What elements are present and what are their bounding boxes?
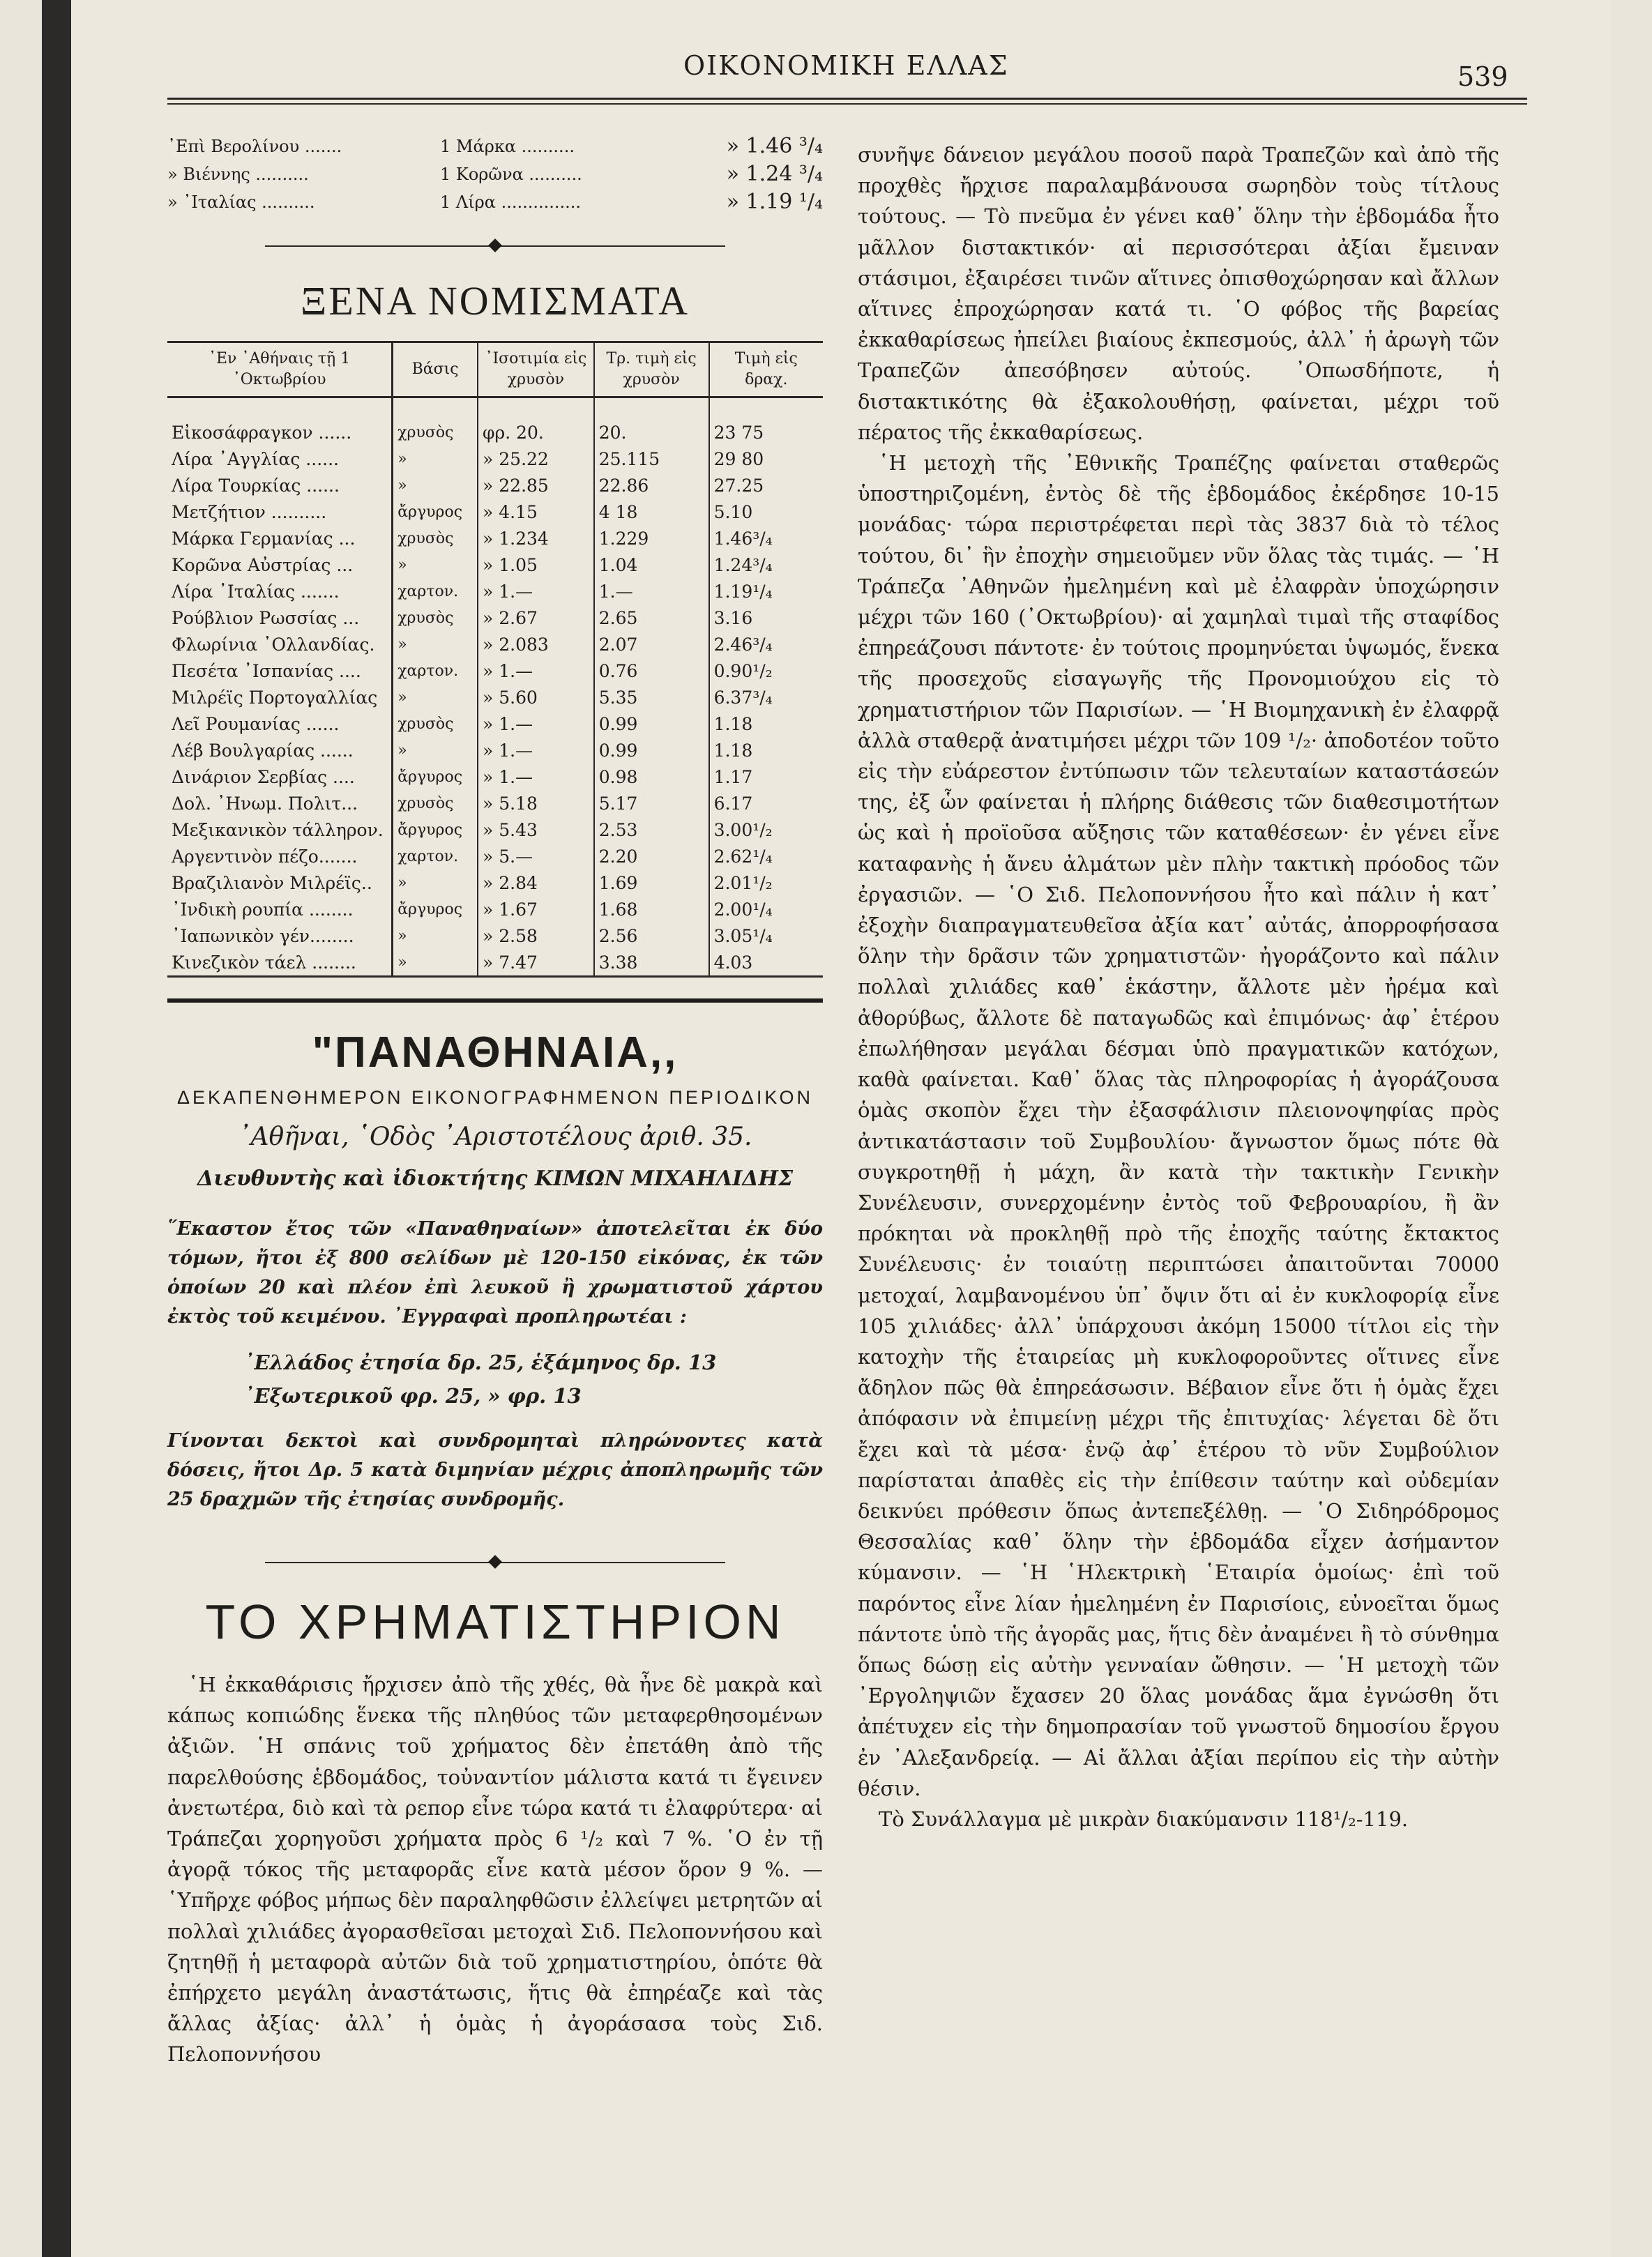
- coin-name: Δολ. ᾽Ηνωμ. Πολιτ...: [172, 793, 358, 814]
- coin-basis: χαρτον.: [393, 843, 478, 869]
- coin-bank-price: 2.53: [594, 816, 709, 843]
- coin-parity: » 25.22: [478, 446, 594, 472]
- coin-parity: » 2.58: [478, 922, 594, 949]
- coin-parity: » 2.84: [478, 869, 594, 896]
- coin-basis: ἄργυρος: [393, 499, 478, 525]
- coin-parity: » 1.—: [478, 578, 594, 605]
- coin-name: Δινάριον Σερβίας ....: [172, 766, 355, 787]
- coin-bank-price: 2.65: [594, 605, 709, 631]
- coin-bank-price: 20.: [594, 419, 709, 446]
- table-row: [167, 737, 823, 763]
- table-row: [167, 578, 823, 605]
- coin-bank-price: 0.99: [594, 710, 709, 737]
- rate-row: [167, 160, 823, 188]
- ornament-divider: [265, 1549, 725, 1577]
- coin-parity: » 1.—: [478, 763, 594, 790]
- coin-bank-price: 1.68: [594, 896, 709, 922]
- coin-bank-price: 4 18: [594, 499, 709, 525]
- table-header-row: [167, 342, 823, 397]
- coin-name: Βραζιλιανὸν Μιλρέϊς..: [172, 872, 372, 893]
- advert-prices: [244, 1346, 823, 1413]
- coin-name: Κινεζικὸν τάελ ........: [167, 949, 393, 977]
- coin-parity: » 2.083: [478, 631, 594, 658]
- coin-drachma-price: 1.18: [709, 737, 823, 763]
- coin-name: Λεῖ Ρουμανίας ......: [172, 713, 340, 734]
- coin-parity: » 1.67: [478, 896, 594, 922]
- coin-name: ᾽Ιαπωνικὸν γέν........: [172, 925, 354, 946]
- coin-basis: »: [393, 922, 478, 949]
- coin-name: Λίρα ᾽Αγγλίας ......: [172, 448, 339, 469]
- bourse-title: ΤΟ ΧΡΗΜΑΤΙΣΤΗΡΙΟΝ: [205, 1595, 785, 1649]
- coin-bank-price: 2.56: [594, 922, 709, 949]
- foreign-coins-table: [167, 341, 823, 978]
- bourse-paragraph: ῾Η μετοχὴ τῆς ᾽Εθνικῆς Τραπέζης φαίνεται σταθερῶς ὑποστηριζομένη, ἐντὸς δὲ τῆς ἑβδομάδος ἐκέρδησε 10-15 μονάδας· τώρα περιστρέφεται περὶ τὰς 3837 διὰ τὸ τέλος τούτου, δι᾽ ἣν ἐποχὴν σημειοῦμεν νῦν ὅλας τὰς τιμάς. — ῾Η Τράπεζα ᾽Αθηνῶν ἠμελημένη καὶ μὲ ἐλαφρὰν ὑποχώρησιν μέχρι τῶν 160 (᾽Οκτωβρίου)· αἱ χαμηλαὶ τιμαὶ τῆς σταφίδος ἐπηρεάζουσι πάντοτε· ἐν τούτοις προμηνύεται ὑψωμός, ἕνεκα τῆς προσεχοῦς εἰσαγωγῆς τῆς Προνομιούχου εἰς τὸ χρηματιστήριον τῶν Παρισίων. — ῾Η Βιομηχανικὴ ἐν ἐλαφρᾷ ἀλλὰ σταθερᾷ ἀνατιμήσει μέχρι τῶν 109 ¹/₂· ἀποδοτέον τοῦτο εἰς τὴν εὐάρεστον ἐντύπωσιν τῶν τελευταίων καταστάσεών της, ἐξ ὧν φαίνεται ἡ πλήρης διάθεσις τῶν διαθεσιμοτήτων ὡς καὶ ἡ προϊοῦσα αὔξησις τῶν καταθέσεων· ἐν γένει εἶνε καταφανὴς ἡ ἄνευ ἀλμάτων μὲν πλὴν τακτικὴ πρόοδος τῶν ἐργασιῶν. — ῾Ο Σιδ. Πελοποννήσου ἦτο καὶ πάλιν ἡ κατ᾽ ἐξοχὴν διαπραγματευθεῖσα ἀξία κατ᾽ αὐτάς, ἀπορροφήσασα ὅλην τὴν δρᾶσιν τῶν χρηματιστῶν· ἠγοράζοντο καὶ πάλιν πολλαὶ χιλιάδες καθ᾽ ἑκάστην, ἄλλοτε μὲν ἠρέμα καὶ ἀθορύβως, ἄλλοτε δὲ παταγωδῶς καὶ ἐπιμόνως· ἀφ᾽ ἑτέρου ἐπωλήθησαν μεγάλαι δέσμαι ὑπὸ πραγματικῶν κατόχων, καθὰ φαίνεται. Καθ᾽ ὅλας τὰς πληροφορίας ἡ ἀγοράζουσα ὁμὰς σκοπὸν ἔχει τὴν ἐξασφάλισιν πλειονοψηφίας πρὸς ἀντικατάστασιν τοῦ Συμβουλίου· ἄγνωστον ὅμως πότε θὰ συγκροτηθῇ ἡ μάχη, ἂν κατὰ τὴν τακτικὴν Γενικὴν Συνέλευσιν, συνερχομένην ἐντὸς τοῦ Φεβρουαρίου, ἢ ἂν πρόκηται νὰ προκληθῇ πρὸ τῆς ἐποχῆς ταύτης ἔκτακτος Συνέλευσις· ἐν τοιαύτῃ περιπτώσει ἀπαιτοῦνται 70000 μετοχαί, λαμβανομένου ὑπ᾽ ὄψιν ὅτι αἱ ἐν κυκλοφορίᾳ εἶνε 105 χιλιάδες· ἀλλ᾽ ὑπάρχουσι ἀκόμη 15000 τίτλοι εἰς τὴν κατοχὴν τῆς ἑταιρείας μὴ κυκλοφοροῦντες οἵτινες εἶνε ἄδηλον πῶς θὰ ἐπηρεάσωσιν. Βέβαιον εἶνε ὅτι ἡ ὁμὰς ἔχει ἀπόφασιν νὰ ἐπιμείνῃ μέχρι τῆς ἐπιτυχίας· λέγεται δὲ ὅτι ἔχει καὶ τὰ μέσα· ἐνῷ ἀφ᾽ ἑτέρου τὸ νῦν Συμβούλιον παρίσταται ἀπαθὲς εἰς τὴν ἐπίθεσιν ταύτην καὶ οὐδεμίαν δεικνύει πρόθεσιν ὅπως ἀντεπεξέλθῃ. — ῾Ο Σιδηρόδρομος Θεσσαλίας καθ᾽ ὅλην τὴν ἑβδομάδα εἶχεν ἀσήμαντον κύμανσιν. — ῾Η ῾Ηλεκτρικὴ ῾Εταιρία ὁμοίως· ἐπὶ τοῦ παρόντος εἶνε λίαν ἠμελημένη ἐν Παρισίοις, εὐνοεῖται ὅμως πάντοτε ὑπὸ τῆς ἀγορᾶς μας, ἥτις δὲν ἀναμένει ἢ τὸ σύνθημα ὅπως δώσῃ εἰς αὐτὴν γενναίαν ὤθησιν. — ῾Η μετοχὴ τῶν ᾽Εργοληψιῶν ἔχασεν 20 ὅλας μονάδας ἅμα ἐγνώσθη ὅτι ἀπέτυχεν εἰς τὴν δημοπρασίαν τοῦ γνωστοῦ δημοσίου ἔργου ἐν ᾽Αλεξανδρείᾳ. — Αἱ ἄλλαι ἀξίαι περίπου εἰς τὴν αὐτὴν θέσιν.: [858, 451, 1499, 1800]
- coin-parity: » 4.15: [478, 499, 594, 525]
- table-row: [167, 710, 823, 737]
- table-row: [167, 419, 823, 446]
- rate-unit: 1 Λίρα ...............: [440, 192, 582, 212]
- coin-name: ᾽Ινδικὴ ρουπία ........: [172, 899, 354, 920]
- coin-name: Εἰκοσάφραγκον ......: [172, 422, 352, 443]
- coin-basis: »: [393, 472, 478, 499]
- coin-bank-price: 22.86: [594, 472, 709, 499]
- coin-drachma-price: 27.25: [709, 472, 823, 499]
- coin-parity: φρ. 20.: [478, 419, 594, 446]
- coin-bank-price: 0.98: [594, 763, 709, 790]
- coin-bank-price: 3.38: [594, 949, 709, 977]
- foreign-coins-title: ΞΕΝΑ ΝΟΜΙΣΜΑΤΑ: [301, 278, 690, 324]
- coin-drachma-price: 1.24³/₄: [709, 552, 823, 578]
- coin-drachma-price: 1.17: [709, 763, 823, 790]
- header-bank-price: Τρ. τιμὴ εἰς χρυσὸν: [594, 342, 709, 397]
- coin-drachma-price: 6.37³/₄: [709, 684, 823, 710]
- advert-price-foreign: ᾽Εξωτερικοῦ φρ. 25, » φρ. 13: [244, 1384, 582, 1408]
- coin-name: Φλωρίνια ᾽Ολλανδίας.: [172, 634, 375, 655]
- advert-title: "ΠΑΝΑΘΗΝΑΙΑ,,: [312, 1028, 679, 1077]
- foreign-coins-body: [167, 397, 823, 977]
- rate-value: » 1.46 ³/₄: [726, 134, 823, 158]
- coin-name: Λίρα ᾽Ιταλίας .......: [172, 581, 340, 602]
- coin-drachma-price: 3.00¹/₂: [709, 816, 823, 843]
- coin-basis: χαρτον.: [393, 658, 478, 684]
- table-spacer: [167, 397, 823, 420]
- rate-place: ᾽Επὶ Βερολίνου .......: [167, 137, 342, 156]
- coin-name: Λέβ Βουλγαρίας ......: [172, 740, 354, 761]
- table-row: [167, 552, 823, 578]
- coin-name: Μάρκα Γερμανίας ...: [172, 528, 356, 549]
- advert-body: ῞Εκαστον ἔτος τῶν «Παναθηναίων» ἀποτελεῖται ἐκ δύο τόμων, ἤτοι ἐξ 800 σελίδων μὲ 120-150 εἰκόνας, ἐκ τῶν ὁποίων 20 καὶ πλέον ἐπὶ λευκοῦ ἢ χρωματιστοῦ χάρτου ἐκτὸς τοῦ κειμένου. ᾽Εγγραφαὶ προπληρωτέαι :: [167, 1218, 823, 1328]
- coin-name: Μιλρέϊς Πορτογαλλίας: [172, 687, 378, 708]
- table-row: [167, 525, 823, 552]
- table-row: [167, 869, 823, 896]
- exchange-rates: [167, 132, 823, 216]
- coin-name: Λίρα Τουρκίας ......: [172, 475, 340, 496]
- header-drachma-price: Τιμὴ εἰς δραχ.: [709, 342, 823, 397]
- table-row: [167, 499, 823, 525]
- coin-bank-price: 1.04: [594, 552, 709, 578]
- table-row: [167, 816, 823, 843]
- coin-drachma-price: 2.62¹/₄: [709, 843, 823, 869]
- coin-basis: »: [393, 737, 478, 763]
- bourse-left-text: ῾Η ἐκκαθάρισις ἤρχισεν ἀπὸ τῆς χθές, θὰ ἦνε δὲ μακρὰ καὶ κάπως κοπιώδης ἕνεκα τῆς πληθύος τῶν μεταφερθησομένων ἀξιῶν. ῾Η σπάνις τοῦ χρήματος δὲν ἐπετάθη ἀπὸ τῆς παρελθούσης ἑβδομάδος, τοὐναντίον μάλιστα κατά τι ἔγεινεν ἀνετωτέρα, διὸ καὶ τὰ ρεπορ εἶνε τώρα κατά τι ἐλαφρύτερα· αἱ Τράπεζαι χορηγοῦσι χρήματα πρὸς 6 ¹/₂ καὶ 7 %. ῾Ο ἐν τῇ ἀγορᾷ τόκος τῆς μεταφορᾶς εἶνε κατὰ μέσον ὅρον 9 %. — ῾Υπῆρχε φόβος μήπως δὲν παραληφθῶσιν ἐλλείψει μετρητῶν αἱ πολλαὶ χιλιάδες ἀγορασθεῖσαι μετοχαὶ Σιδ. Πελοποννήσου καὶ ζητηθῇ ἡ μεταφορὰ αὐτῶν διὰ τοῦ χρηματιστηρίου, ὁπότε θὰ ἐπήρχετο μεγάλη ἀναστάτωσις, ἥτις θὰ ἐπηρέαζε καὶ τὰς ἄλλας ἀξίας· ἀλλ᾽ ἡ ὁμὰς ἡ ἀγοράσασα τοὺς Σιδ. Πελοποννήσου: [167, 1673, 824, 2067]
- table-row: [167, 790, 823, 816]
- coin-parity: » 5.60: [478, 684, 594, 710]
- rate-place: » ᾽Ιταλίας ..........: [167, 192, 315, 212]
- coin-bank-price: 25.115: [594, 446, 709, 472]
- running-title: ΟΙΚΟΝΟΜΙΚΗ ΕΛΛΑΣ: [683, 50, 1009, 81]
- coin-basis: ἄργυρος: [393, 763, 478, 790]
- coin-basis: »: [393, 684, 478, 710]
- coin-bank-price: 1.229: [594, 525, 709, 552]
- table-row: [167, 684, 823, 710]
- coin-basis: »: [393, 949, 478, 977]
- coin-parity: » 5.43: [478, 816, 594, 843]
- binding-edge: [42, 0, 71, 2257]
- coin-basis: χρυσὸς: [393, 790, 478, 816]
- coin-basis: χρυσὸς: [393, 525, 478, 552]
- ornament-divider: [265, 233, 725, 261]
- table-row: [167, 658, 823, 684]
- rate-place: » Βιέννης ..........: [167, 165, 309, 184]
- coin-drachma-price: 6.17: [709, 790, 823, 816]
- coin-bank-price: 1.69: [594, 869, 709, 896]
- coin-bank-price: 0.99: [594, 737, 709, 763]
- coin-drachma-price: 5.10: [709, 499, 823, 525]
- coin-name: Κορῶνα Αὐστρίας ...: [172, 554, 354, 575]
- rate-value: » 1.19 ¹/₄: [726, 190, 823, 214]
- coin-basis: »: [393, 869, 478, 896]
- header-parity: ᾽Ισοτιμία εἰς χρυσὸν: [478, 342, 594, 397]
- coin-basis: »: [393, 631, 478, 658]
- table-row: [167, 949, 823, 977]
- coin-parity: » 2.67: [478, 605, 594, 631]
- coin-parity: » 1.234: [478, 525, 594, 552]
- page-number: 539: [1457, 61, 1508, 92]
- coin-basis: χρυσὸς: [393, 419, 478, 446]
- coin-drachma-price: 29 80: [709, 446, 823, 472]
- advert-subtitle: ΔΕΚΑΠΕΝΘΗΜΕΡΟΝ ΕΙΚΟΝΟΓΡΑΦΗΜΕΝΟΝ ΠΕΡΙΟΔΙΚΟΝ: [176, 1087, 814, 1108]
- coin-drachma-price: 0.90¹/₂: [709, 658, 823, 684]
- coin-drachma-price: 1.46³/₄: [709, 525, 823, 552]
- coin-drachma-price: 1.19¹/₄: [709, 578, 823, 605]
- coin-drachma-price: 4.03: [709, 949, 823, 977]
- header-basis: Βάσις: [393, 342, 478, 397]
- table-row: [167, 605, 823, 631]
- advert-price-domestic: ᾽Ελλάδος ἐτησία δρ. 25, ἑξάμηνος δρ. 13: [244, 1351, 717, 1374]
- table-row: [167, 472, 823, 499]
- coin-parity: » 7.47: [478, 949, 594, 977]
- rate-unit: 1 Κορῶνα ..........: [440, 165, 582, 184]
- coin-bank-price: 2.07: [594, 631, 709, 658]
- table-row: [167, 896, 823, 922]
- coin-bank-price: 2.20: [594, 843, 709, 869]
- coin-parity: » 5.—: [478, 843, 594, 869]
- advert-director: Διευθυντὴς καὶ ἰδιοκτήτης ΚΙΜΩΝ ΜΙΧΑΗΛΙΔΗΣ: [197, 1167, 794, 1191]
- coin-drachma-price: 2.46³/₄: [709, 631, 823, 658]
- table-row: [167, 843, 823, 869]
- coin-bank-price: 0.76: [594, 658, 709, 684]
- rate-row: [167, 132, 823, 160]
- coin-basis: χαρτον.: [393, 578, 478, 605]
- coin-parity: » 22.85: [478, 472, 594, 499]
- table-row: [167, 631, 823, 658]
- coin-parity: » 1.—: [478, 658, 594, 684]
- advert: [167, 1028, 823, 1514]
- header-rule: [167, 98, 1527, 100]
- advert-address: ᾽Αθῆναι, ῾Οδὸς ᾽Αριστοτέλους ἀριθ. 35.: [238, 1123, 752, 1151]
- header-date: ᾽Εν ᾽Αθήναις τῇ 1 ᾽Οκτωβρίου: [167, 342, 393, 397]
- coin-name: Μεξικανικὸν τάλληρον.: [172, 819, 384, 840]
- header-rule-thin: [167, 103, 1527, 105]
- table-row: [167, 446, 823, 472]
- table-row: [167, 763, 823, 790]
- coin-drachma-price: 2.01¹/₂: [709, 869, 823, 896]
- rate-row: [167, 188, 823, 216]
- rate-unit: 1 Μάρκα ..........: [440, 137, 575, 156]
- coin-basis: »: [393, 552, 478, 578]
- advert-rule: [167, 998, 823, 1003]
- coin-basis: ἄργυρος: [393, 816, 478, 843]
- coin-name: Πεσέτα ᾽Ισπανίας ....: [172, 660, 361, 681]
- bourse-paragraph: συνῆψε δάνειον μεγάλου ποσοῦ παρὰ Τραπεζῶν καὶ ἀπὸ τῆς προχθὲς ἤρχισε παραλαμβάνουσα σωρηδὸν τοὺς τίτλους τούτους. — Τὸ πνεῦμα ἐν γένει καθ᾽ ὅλην τὴν ἑβδομάδα ἦτο μᾶλλον διστακτικόν· αἱ περισσότεραι ἀξίαι ἔμειναν στάσιμοι, ἐξαιρέσει τινῶν αἵτινες ὀπισθοχώρησαν καὶ ἄλλων αἵτινες ἐπροχώρησαν κατά τι. ῾Ο φόβος τῆς βαρείας ἐκκαθαρίσεως ἠπείλει βιαίους ἐκπεσμούς, ἀλλ᾽ ἡ ἀρωγὴ τῶν Τραπεζῶν ἀπεσόβησεν αὐτούς. ᾽Οπωσδήποτε, ἡ διστακτικότης θὰ ἐξακολουθήσῃ, φαίνεται, μέχρι τοῦ πέρατος τῆς ἐκκαθαρίσεως.: [858, 143, 1499, 444]
- coin-basis: »: [393, 446, 478, 472]
- coin-bank-price: 5.17: [594, 790, 709, 816]
- table-row: [167, 922, 823, 949]
- coin-bank-price: 1.—: [594, 578, 709, 605]
- coin-drachma-price: 2.00¹/₄: [709, 896, 823, 922]
- coin-drachma-price: 23 75: [709, 419, 823, 446]
- right-column: [858, 139, 1499, 1834]
- coin-basis: ἄργυρος: [393, 896, 478, 922]
- bourse-paragraph: Τὸ Συνάλλαγμα μὲ μικρὰν διακύμανσιν 118¹/₂-119.: [879, 1807, 1409, 1831]
- advert-footer: Γίνονται δεκτοὶ καὶ συνδρομηταὶ πληρώνοντες κατὰ δόσεις, ἤτοι Δρ. 5 κατὰ διμηνίαν μέχρις ἀποπληρωμῆς τῶν 25 δραχμῶν τῆς ἐτησίας συνδρομῆς.: [167, 1430, 823, 1510]
- coin-name: Μετζήτιον ..........: [172, 501, 327, 522]
- coin-drachma-price: 3.16: [709, 605, 823, 631]
- coin-bank-price: 5.35: [594, 684, 709, 710]
- coin-name: Ρούβλιον Ρωσσίας ...: [172, 607, 360, 628]
- coin-parity: » 1.—: [478, 737, 594, 763]
- rate-value: » 1.24 ³/₄: [726, 162, 823, 186]
- coin-parity: » 5.18: [478, 790, 594, 816]
- coin-parity: » 1.—: [478, 710, 594, 737]
- coin-drachma-price: 1.18: [709, 710, 823, 737]
- coin-drachma-price: 3.05¹/₄: [709, 922, 823, 949]
- coin-basis: χρυσὸς: [393, 605, 478, 631]
- left-column: [167, 132, 823, 2070]
- coin-name: Αργεντινὸν πέζο.......: [172, 846, 358, 867]
- coin-parity: » 1.05: [478, 552, 594, 578]
- coin-basis: χρυσὸς: [393, 710, 478, 737]
